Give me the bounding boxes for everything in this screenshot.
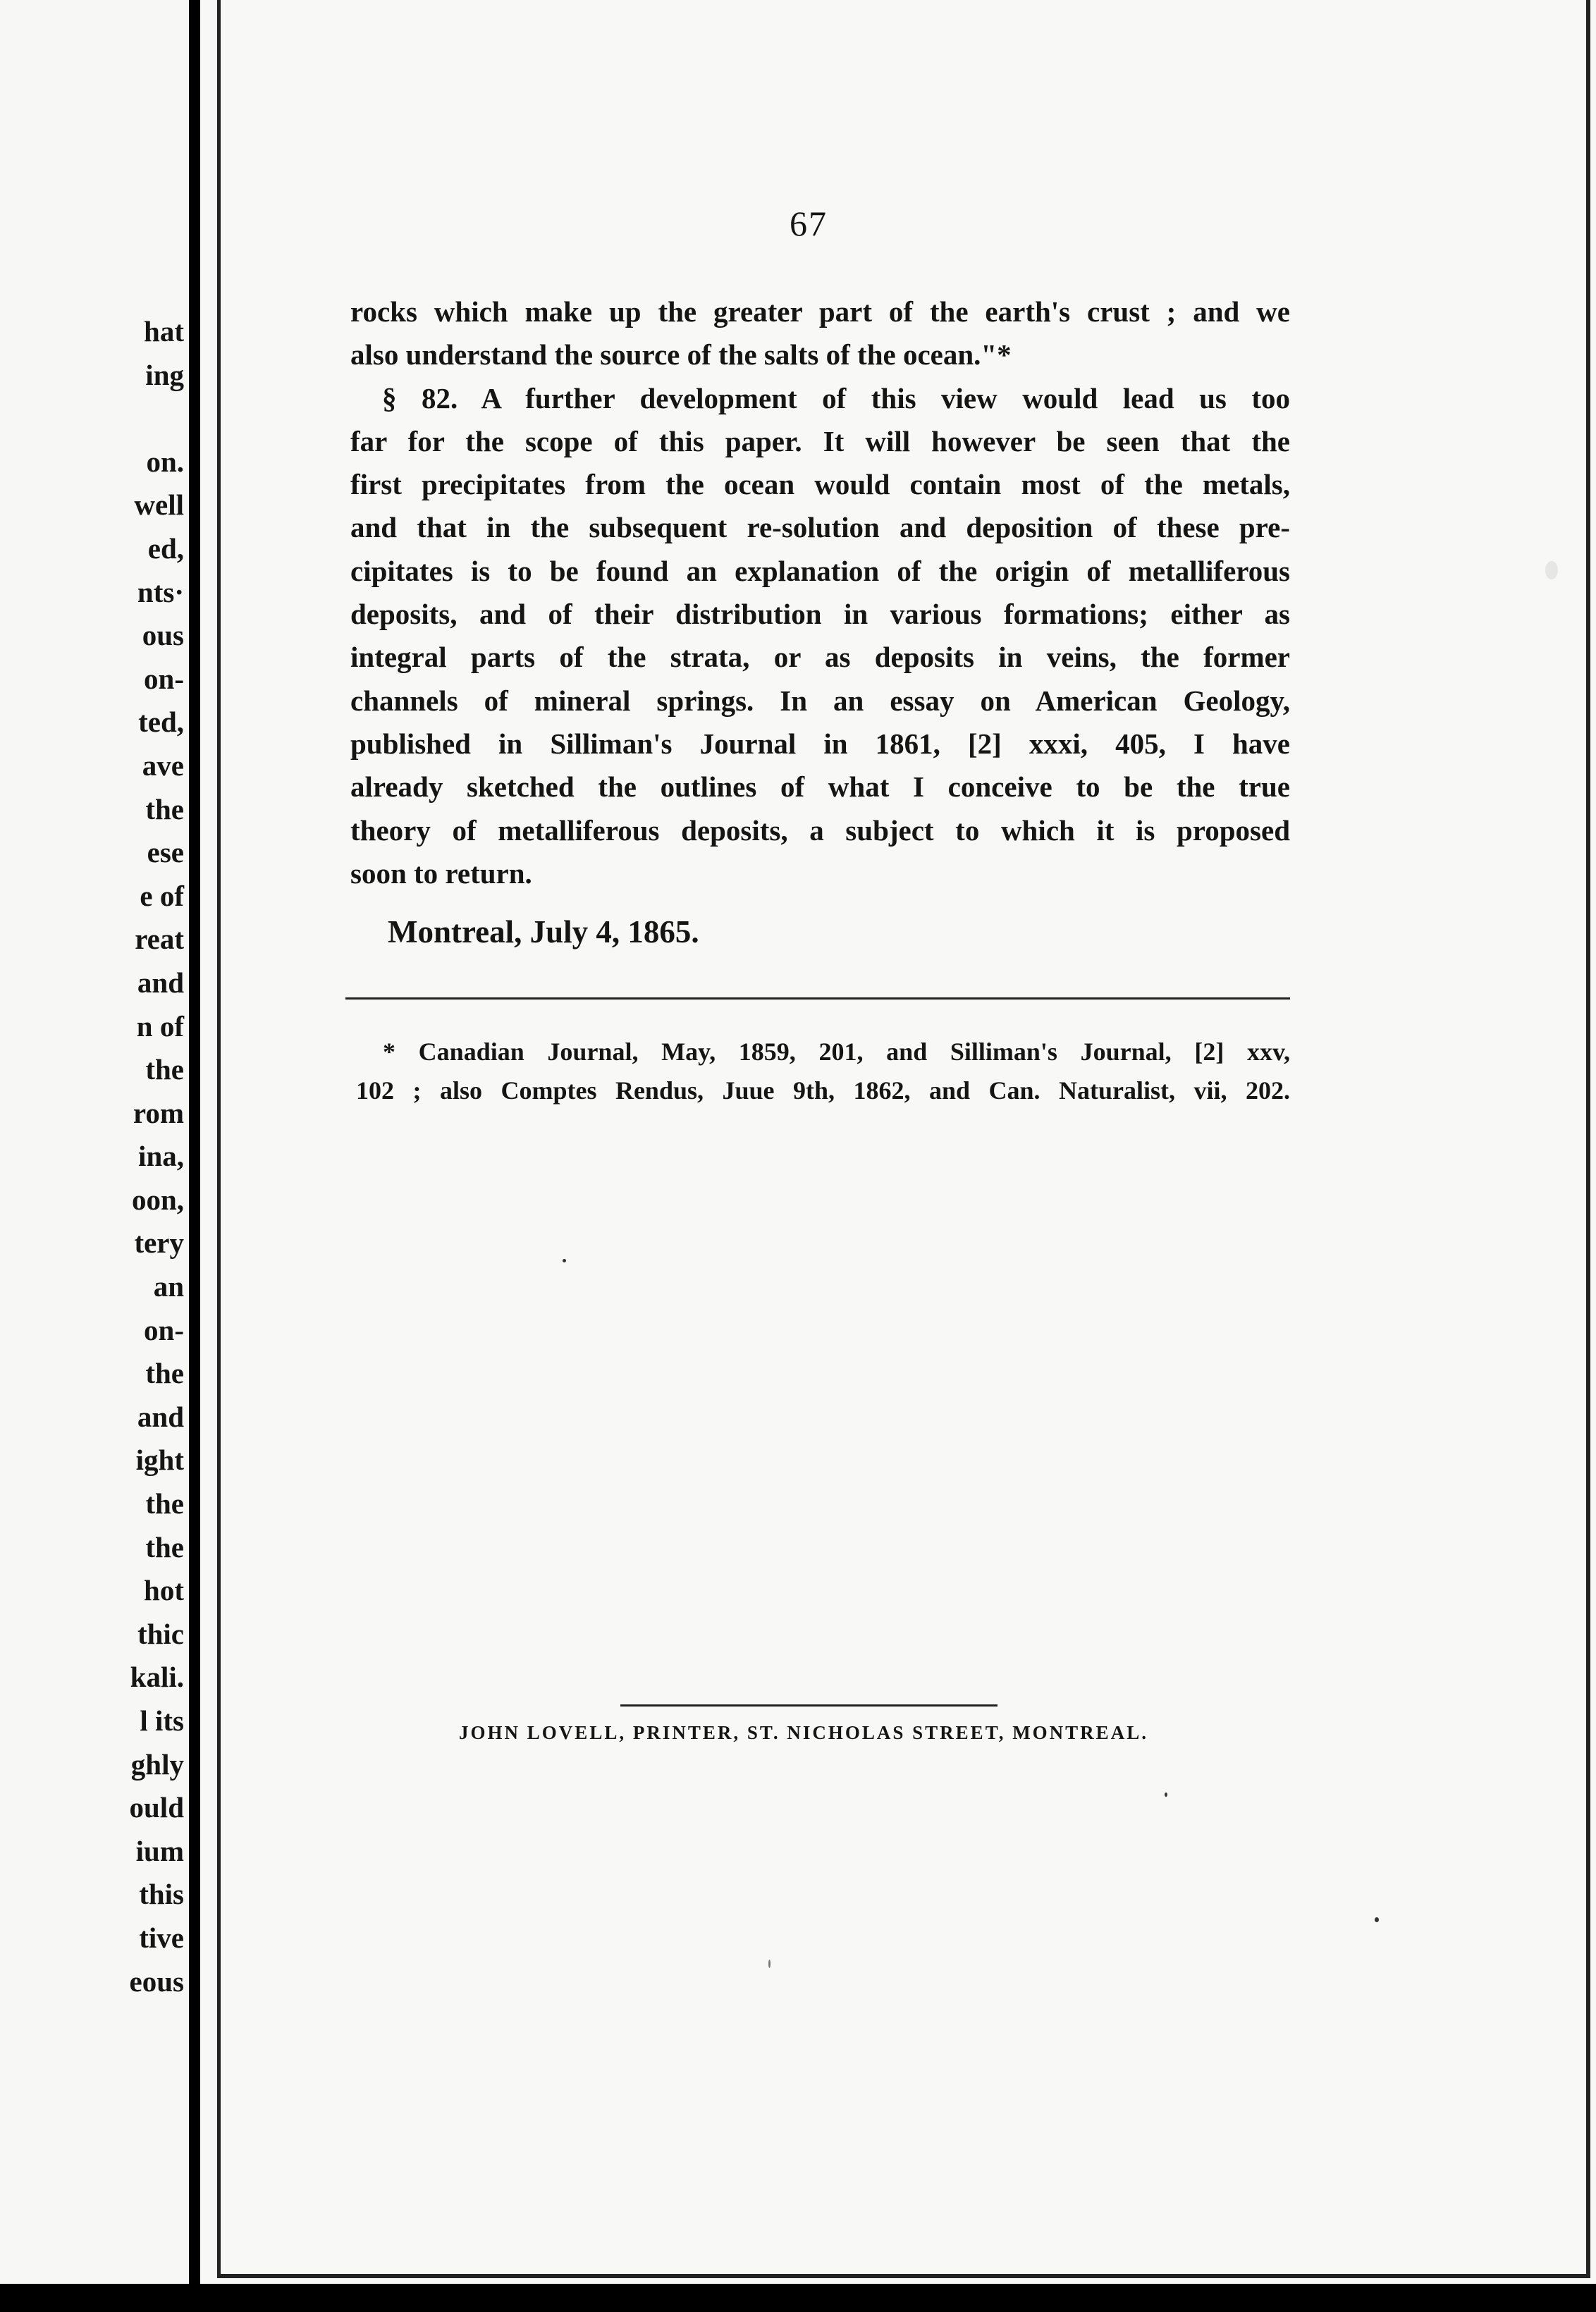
previous-page-line-fragment: ous: [142, 619, 184, 652]
previous-page-line-fragment: this: [139, 1878, 184, 1911]
previous-page-line-fragment: [130, 397, 185, 441]
previous-page-line-fragment: ed,: [147, 531, 184, 565]
page-number: 67: [790, 204, 828, 243]
footnote-rule: [345, 997, 1290, 1000]
body-line: theory of metalliferous deposits, a subject to which it is proposed: [350, 813, 1290, 847]
page-gutter: [189, 0, 194, 2312]
body-line: channels of mineral springs. In an essay on American Geology,: [350, 684, 1290, 717]
scan-speck: [1375, 1917, 1379, 1922]
previous-page-line-fragment: on-: [144, 1313, 184, 1346]
previous-page-line-fragment: on-: [144, 662, 184, 695]
body-line: already sketched the outlines of what I conceive to be the true: [350, 770, 1290, 804]
previous-page-line-fragment: ium: [135, 1834, 184, 1867]
previous-page-line-fragment: ing: [145, 358, 184, 391]
body-line: also understand the source of the salts of the ocean."*: [350, 338, 1012, 371]
previous-page-line-fragment: kali.: [130, 1661, 184, 1694]
body-text: [350, 290, 1290, 895]
previous-page-line-fragment: oon,: [131, 1183, 184, 1216]
printer-imprint: JOHN LOVELL, PRINTER, ST. NICHOLAS STREET, MONTREAL.: [459, 1722, 1148, 1743]
previous-page-line-fragment: ina,: [138, 1140, 184, 1173]
scan-speck: [1165, 1793, 1167, 1797]
previous-page-line-fragment: and: [137, 966, 184, 999]
previous-page-line-fragment: hat: [144, 315, 184, 348]
previous-page-line-fragment: l its: [140, 1704, 184, 1737]
previous-page-line-fragment: and: [137, 1400, 184, 1433]
previous-page-line-fragment: thic: [137, 1617, 184, 1650]
previous-page-line-fragment: an: [153, 1270, 184, 1303]
previous-page-line-fragment: tive: [139, 1921, 184, 1954]
previous-page-line-fragment: well: [134, 488, 184, 522]
body-line: cipitates is to be found an explanation of the origin of metalliferous: [350, 554, 1290, 587]
previous-page-line-fragment: ave: [142, 749, 184, 782]
body-line: integral parts of the strata, or as deposits in veins, the former: [350, 641, 1290, 674]
previous-page-line-fragment: nts·: [137, 575, 184, 608]
previous-page-line-fragment: ould: [129, 1791, 184, 1824]
section-82-first-line: § 82. A further development of this view would lead us too: [382, 381, 1290, 414]
previous-page-line-fragment: the: [145, 1357, 184, 1390]
previous-page-line-fragment: e of: [140, 879, 184, 912]
previous-page-line-fragment: ghly: [130, 1747, 184, 1781]
previous-page-line-fragment: ted,: [138, 706, 184, 739]
previous-page-line-fragment: reat: [135, 923, 184, 956]
previous-page-text: [130, 310, 185, 2003]
body-line: deposits, and of their distribution in various formations; either as: [350, 598, 1290, 631]
dateline: Montreal, July 4, 1865.: [388, 914, 699, 949]
previous-page-line-fragment: the: [145, 1053, 184, 1086]
previous-page-line-fragment: the: [145, 792, 184, 825]
scan-speck: [563, 1259, 566, 1262]
footnote-line: * Canadian Journal, May, 1859, 201, and Silliman's Journal, [2] xxv,: [383, 1038, 1290, 1066]
scan-speck: [768, 1960, 771, 1968]
previous-page-line-fragment: hot: [144, 1574, 184, 1607]
previous-page-line-fragment: the: [145, 1530, 184, 1563]
previous-page-line-fragment: the: [145, 1487, 184, 1520]
body-line: rocks which make up the greater part of the earth's crust ; and we: [350, 295, 1290, 328]
body-line: far for the scope of this paper. It will however be seen that the: [350, 424, 1290, 457]
previous-page-line-fragment: ese: [147, 836, 184, 869]
scan-bottom-edge: [0, 2284, 1596, 2312]
scan-speck: [1545, 561, 1558, 579]
previous-page-line-fragment: ight: [135, 1444, 184, 1477]
imprint-rule: [620, 1704, 998, 1707]
previous-page-line-fragment: n of: [136, 1009, 184, 1043]
previous-page-line-fragment: tery: [134, 1226, 184, 1260]
body-line: and that in the subsequent re-solution and deposition of these pre-: [350, 511, 1290, 544]
previous-page-edge: [0, 0, 194, 2312]
body-line: first precipitates from the ocean would contain most of the metals,: [350, 468, 1290, 501]
previous-page-line-fragment: eous: [129, 1964, 184, 1998]
body-line: published in Silliman's Journal in 1861, [2] xxxi, 405, I have: [350, 727, 1290, 760]
previous-page-line-fragment: on.: [146, 445, 184, 478]
footnote-line: 102 ; also Comptes Rendus, Juue 9th, 1862, and Can. Naturalist, vii, 202.: [356, 1076, 1290, 1105]
footnote: [356, 1033, 1290, 1110]
body-line: soon to return.: [350, 856, 532, 890]
previous-page-line-fragment: rom: [133, 1096, 184, 1129]
